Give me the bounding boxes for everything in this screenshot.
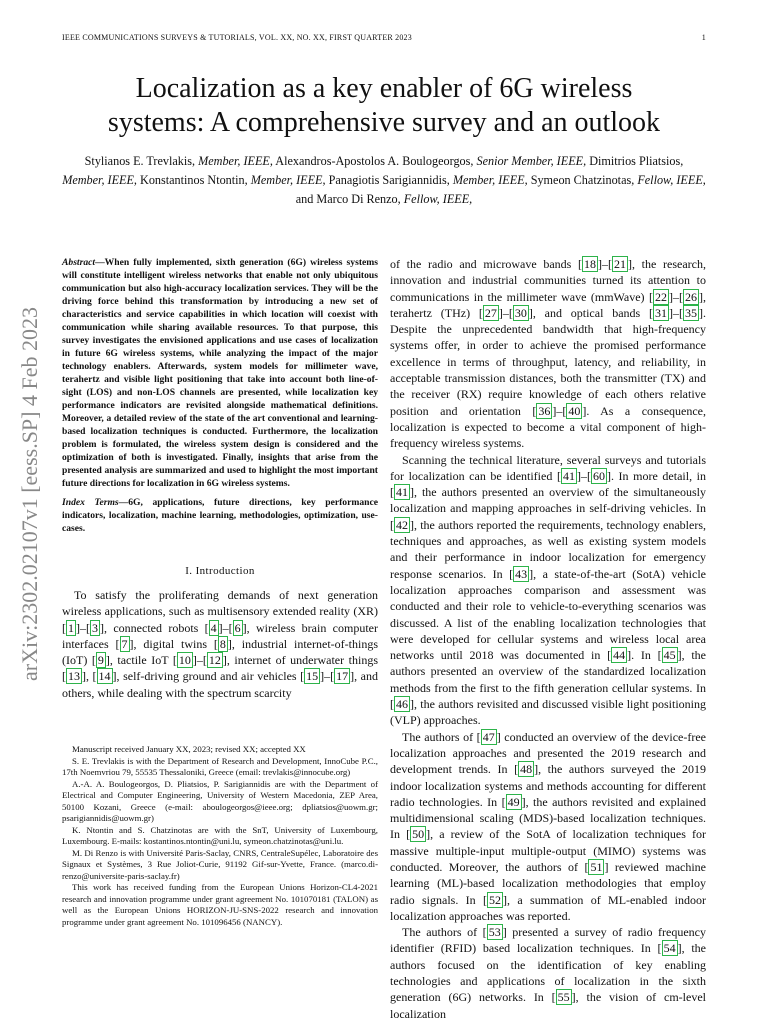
citation-link[interactable]: 45 (663, 648, 676, 663)
author-name: Symeon Chatzinotas, (530, 173, 638, 187)
citation-link[interactable]: 36 (538, 403, 551, 418)
citation-link[interactable]: 47 (482, 729, 495, 744)
citation-link[interactable]: 10 (178, 653, 191, 668)
body-paragraph: Scanning the technical literature, several surveys and tutorials for localization can be identified [ 41 ]–[ 60 ]. In more detail, in [ 41 ], the authors presented an overview of the simultaneously localization and mapping approaches in self-driving vehicles. In [ 42 ], the authors reported the requirements, technology enablers, techniques and approaches, as well as existing system models and their performance in indoor localization for emergency response scenarios. In [ 43 ], a state-of-the-art (SotA) vehicle localization approaches comparison and assessment was conducted and their role to vehicle-to-everything scenarios was discussed. A list of the enabling localization technologies that were developed for cellular systems and wireless local area networks until 2018 was documented in [ 44 ]. In [ 45 ], the authors presented an overview of the standardized localization methods from the first to the fifth generation cellular systems. In [ 46 ], the authors revisited and discussed visible light positioning (VLP) approaches. (390, 452, 707, 728)
citation-link[interactable]: 14 (98, 669, 111, 684)
citation-link[interactable]: 26 (685, 289, 697, 304)
author-affiliation: Member, IEEE, (198, 154, 273, 168)
citation-link[interactable]: 35 (685, 305, 697, 320)
citation-link[interactable]: 9 (97, 653, 104, 668)
citation-link[interactable]: 53 (488, 925, 501, 940)
author-affiliation: Fellow, IEEE, (637, 173, 706, 187)
citation-link[interactable]: 50 (412, 827, 425, 842)
title-line-2: systems: A comprehensive survey and an outlook (107, 107, 661, 138)
author-name: and Marco Di Renzo, (295, 192, 404, 206)
citation-link[interactable]: 55 (557, 990, 570, 1005)
intro-paragraph: To satisfy the proliferating demands of next generation wireless applications, such as multisensory extended reality (XR) [ 1 ]–[ 3 ], connected robots [ 4 ]–[ 6 ], wireless brain computer interfaces [ 7 ], digital twins [ 8 ], industrial internet-of-things (IoT) [ 9 ], tactile IoT [ 10 ]–[ 12 ], internet of underwater things [ 13 ], [ 14 ], self-driving ground and air vehicles [ 15 ]–[ 17 ], and others, while dealing with the spectrum scarcity (62, 588, 378, 700)
citation-link[interactable]: 49 (507, 794, 520, 809)
citation-link[interactable]: 43 (515, 566, 528, 581)
author-name: Alexandros-Apostolos A. Boulogeorgos, (275, 154, 477, 168)
body-paragraph: of the radio and microwave bands [ 18 ]–[ 21 ], the research, innovation and industrial communities turned its attention to communications in the millimeter wave (mmWave) [ 22 ]–[ 26 ], terahertz (THz) [ 27 ]–[ 30 ], and optical bands [ 31 ]–[ 35 ]. Despite the unprecedented bandwidth that high-frequency systems offer, in order to achieve the promised performance excellence in terms of throughput, latency, and reliability, in acceptable transmission distances, both the transmitter (TX) and the receiver (RX) require knowledge of each others relative position and orientation [ 36 ]–[ 40 ]. As a consequence, localization is expected to become a vital component of high-frequency wireless systems. (390, 257, 706, 451)
abstract-text: —When fully implemented, sixth generation (6G) wireless systems will constitute intelligent wireless networks that enable not only ubiquitous communication but also high-accuracy localization services. They will be the driving force behind this transformation by introducing a new set of characteristics and service capabilities in which location will coexist with communication while sharing available resources. To that purpose, this survey investigates the envisioned applications and use cases of localization in future 6G wireless systems, while analyzing the impact of the major technology enablers. Afterwards, system models for millimeter wave, terahertz and visible light positioning that take into account both line-of-sight (LOS) and non-LOS channels are presented, while localization key performance indicators are revisited alongside mathematical definitions. Moreover, a detailed review of the state of the art conventional and learning-based localization techniques is conducted. Furthermore, the localization problem is formulated, the wireless system design is considered and the optimization of both is investigated. Finally, insights that arise from the presented analysis are summarized and used to highlight the most important future directions for localization in 6G wireless systems. (62, 257, 378, 489)
citation-link[interactable]: 46 (396, 697, 408, 712)
citation-link[interactable]: 52 (489, 892, 502, 907)
footnotes (62, 744, 378, 928)
citation-link[interactable]: 40 (568, 403, 581, 418)
citation-link[interactable]: 54 (663, 941, 676, 956)
citation-link[interactable]: 4 (210, 620, 217, 635)
running-header (62, 33, 706, 47)
abstract (62, 256, 378, 490)
citation-link[interactable]: 18 (584, 257, 596, 271)
citation-link[interactable]: 1 (68, 620, 74, 635)
citation-link[interactable]: 22 (655, 289, 667, 304)
citation-link[interactable]: 17 (336, 669, 349, 684)
footnote: Manuscript received January XX, 2023; revised XX; accepted XX (72, 744, 306, 754)
author-name: Stylianos E. Trevlakis, (84, 154, 199, 168)
citation-link[interactable]: 13 (68, 669, 80, 684)
body-paragraph: The authors of [ 53 ] presented a survey of radio frequency identifier (RFID) based localization techniques. In [ 54 ], the authors focused on the identification of key enabling technologies and applications of localization in the sixth generation (6G) networks. In [ 55 ], the vision of cm-level localization (390, 925, 707, 1021)
paper-title (50, 72, 718, 140)
citation-link[interactable]: 42 (396, 517, 408, 532)
citation-link[interactable]: 41 (562, 468, 575, 483)
citation-link[interactable]: 51 (590, 859, 603, 874)
author-affiliation: Member, IEEE, (62, 173, 137, 187)
footnote: This work has received funding from the European Unions Horizon-CL4-2021 research and innovation programme under grant agreement No. 101070181 (TALON) as well as the European Unions HORIZON-JU-SNS-2022 research and innovation programme under grant agreement No. 101096456 (NANCY). (62, 882, 378, 927)
author-affiliation: Member, IEEE, (250, 173, 326, 187)
citation-link[interactable]: 8 (219, 636, 226, 651)
citation-link[interactable]: 27 (484, 305, 497, 320)
arxiv-stamp (14, 284, 46, 704)
index-terms-text: —6G, applications, future directions, key performance indicators, localization, machine learning, methodologies, optimization, use-cases. (62, 497, 378, 534)
index-terms-label: Index Terms (62, 497, 119, 508)
journal-name: IEEE COMMUNICATIONS SURVEYS & TUTORIALS, VOL. XX, NO. XX, FIRST QUARTER 2023 (62, 33, 412, 42)
citation-link[interactable]: 3 (92, 620, 98, 635)
citation-link[interactable]: 41 (396, 485, 408, 500)
citation-link[interactable]: 21 (614, 257, 626, 271)
footnote: S. E. Trevlakis is with the Department of Research and Development, InnoCube P.C., 17th Noemvriou 79, 55535 Thessaloniki, Greece (email: trevlakis@innocube.org) (62, 755, 378, 777)
left-column (62, 256, 378, 701)
right-column (390, 256, 706, 1022)
arxiv-identifier[interactable]: arXiv:2302.02107v1 [eess.SP] 4 Feb 2023 (17, 307, 42, 681)
author-affiliation: Fellow, IEEE, (403, 192, 473, 206)
title-line-1: Localization as a key enabler of 6G wireless (135, 73, 633, 104)
author-affiliation: Member, IEEE, (452, 173, 528, 187)
citation-link[interactable]: 60 (592, 468, 605, 483)
author-name: Dimitrios Pliatsios, (589, 154, 684, 168)
index-terms (62, 496, 378, 535)
citation-link[interactable]: 12 (208, 653, 221, 668)
right-body (390, 256, 706, 1022)
footnote: M. Di Renzo is with Université Paris-Saclay, CNRS, CentraleSupélec, Laboratoire des Signaux et Systèmes, 3 Rue Joliot-Curie, 91192 Gif-sur-Yvette, France. (marco.di-renzo@universite-paris-saclay.fr) (62, 847, 378, 881)
citation-link[interactable]: 44 (613, 648, 626, 663)
author-affiliation: Senior Member, IEEE, (476, 154, 587, 168)
page-number: 1 (701, 33, 706, 42)
author-list (62, 152, 706, 209)
citation-link[interactable]: 15 (306, 669, 319, 684)
citation-link[interactable]: 7 (121, 636, 128, 651)
section-heading: I. Introduction (185, 565, 255, 577)
author-name: Konstantinos Ntontin, (140, 173, 251, 187)
author-name: Panagiotis Sarigiannidis, (328, 173, 453, 187)
citation-link[interactable]: 30 (514, 305, 527, 320)
abstract-label: Abstract (62, 257, 96, 268)
intro-left-body (62, 587, 378, 701)
footnote: A.-A. A. Boulogeorgos, D. Pliatsios, P. Sarigiannidis are with the Department of Electrical and Computer Engineering, University of Western Macedonia, ZEP Area, 50100 Kozani, Greece (e-mail: aboulogeorgos@ieee.org; dpliatsios@uowm.gr; psarigiannidis@uowm.gr) (62, 778, 378, 823)
footnote: K. Ntontin and S. Chatzinotas are with the SnT, University of Luxembourg, Luxembourg. E-mails: kostantinos.ntontin@uni.lu, symeon.chatzinotas@uni.lu. (62, 824, 378, 846)
body-paragraph: The authors of [ 47 ] conducted an overview of the device-free localization approaches and presented the 2019 research and development trends. In [ 48 ], the authors surveyed the 2019 indoor localization systems and methods accounting for different radio technologies. In [ 49 ], the authors revisited and explained multidimensional scaling (MDS)-based localization techniques. In [ 50 ], a review of the SotA of localization techniques for massive multiple-input multiple-output (MIMO) systems was conducted. Moreover, the authors of [ 51 ] reviewed machine learning (ML)-based localization methodologies that employ radio signals. In [ 52 ], a summation of ML-enabled indoor localization approaches was reported. (390, 729, 707, 923)
citation-link[interactable]: 48 (520, 762, 533, 777)
citation-link[interactable]: 31 (655, 305, 667, 320)
citation-link[interactable]: 6 (234, 620, 241, 635)
